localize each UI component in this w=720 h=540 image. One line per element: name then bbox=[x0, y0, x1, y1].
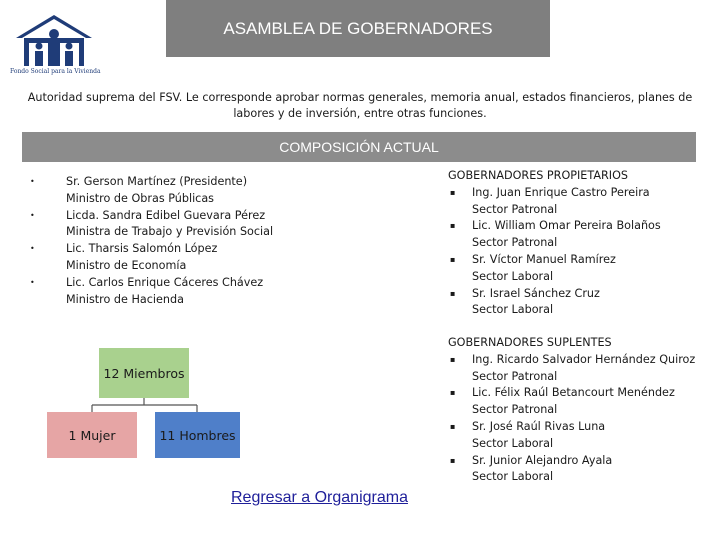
governor-sector: Sector Laboral bbox=[472, 436, 554, 450]
governor-sector: Sector Patronal bbox=[472, 202, 558, 216]
bullet-icon: • bbox=[30, 210, 35, 220]
square-bullet-icon: ▪ bbox=[450, 254, 456, 264]
governor-name: Sr. Junior Alejandro Ayala bbox=[472, 453, 613, 467]
member-name: Lic. Carlos Enrique Cáceres Chávez bbox=[66, 275, 264, 289]
square-bullet-icon: ▪ bbox=[450, 221, 456, 231]
square-bullet-icon: ▪ bbox=[450, 187, 456, 197]
square-bullet-icon: ▪ bbox=[450, 288, 456, 298]
governor-name: Sr. José Raúl Rivas Luna bbox=[472, 419, 606, 433]
square-bullet-icon: ▪ bbox=[450, 421, 456, 431]
member-name: Lic. Tharsis Salomón López bbox=[66, 242, 218, 256]
member-role: Ministra de Trabajo y Previsión Social bbox=[66, 225, 274, 239]
section-title: COMPOSICIÓN ACTUAL bbox=[22, 132, 696, 162]
governor-name: Lic. William Omar Pereira Bolaños bbox=[472, 219, 661, 233]
governor-name: Sr. Israel Sánchez Cruz bbox=[472, 286, 600, 300]
bullet-icon: • bbox=[30, 244, 35, 254]
governor-sector: Sector Patronal bbox=[472, 369, 558, 383]
member-name: Sr. Gerson Martínez (Presidente) bbox=[66, 175, 248, 188]
governor-sector: Sector Patronal bbox=[472, 403, 558, 417]
logo-caption: Fondo Social para la Vivienda bbox=[10, 68, 101, 75]
bullet-icon: • bbox=[30, 277, 35, 287]
member-role: Ministro de Economía bbox=[66, 258, 187, 272]
bullet-icon: • bbox=[30, 177, 35, 186]
square-bullet-icon: ▪ bbox=[450, 388, 456, 398]
men-count-box: 11 Hombres bbox=[155, 412, 240, 458]
total-members-box: 12 Miembros bbox=[99, 348, 189, 398]
governor-name: Sr. Víctor Manuel Ramírez bbox=[472, 252, 616, 266]
women-count-box: 1 Mujer bbox=[47, 412, 137, 458]
member-name: Licda. Sandra Edibel Guevara Pérez bbox=[66, 208, 266, 222]
suplentes-heading: GOBERNADORES SUPLENTES bbox=[448, 336, 612, 349]
square-bullet-icon: ▪ bbox=[450, 455, 456, 465]
square-bullet-icon: ▪ bbox=[450, 354, 456, 364]
governor-name: Ing. Juan Enrique Castro Pereira bbox=[472, 185, 650, 199]
member-role: Ministro de Hacienda bbox=[66, 292, 184, 306]
governor-sector: Sector Patronal bbox=[472, 236, 558, 250]
governor-name: Lic. Félix Raúl Betancourt Menéndez bbox=[472, 386, 675, 400]
proprietarios-heading: GOBERNADORES PROPIETARIOS bbox=[448, 169, 628, 182]
governor-name: Ing. Ricardo Salvador Hernández Quiroz bbox=[472, 352, 696, 366]
back-to-organigram-link[interactable]: Regresar a Organigrama bbox=[231, 489, 408, 506]
governor-sector: Sector Laboral bbox=[472, 303, 554, 317]
intro-paragraph: Autoridad suprema del FSV. Le corresponde aprobar normas generales, memoria anual, estados financieros, planes de labores y de inversión, entre otras funciones. bbox=[27, 91, 693, 120]
page-title: ASAMBLEA DE GOBERNADORES bbox=[166, 0, 550, 57]
governor-sector: Sector Laboral bbox=[472, 269, 554, 283]
governor-sector: Sector Laboral bbox=[472, 470, 554, 484]
member-role: Ministro de Obras Públicas bbox=[66, 191, 215, 205]
